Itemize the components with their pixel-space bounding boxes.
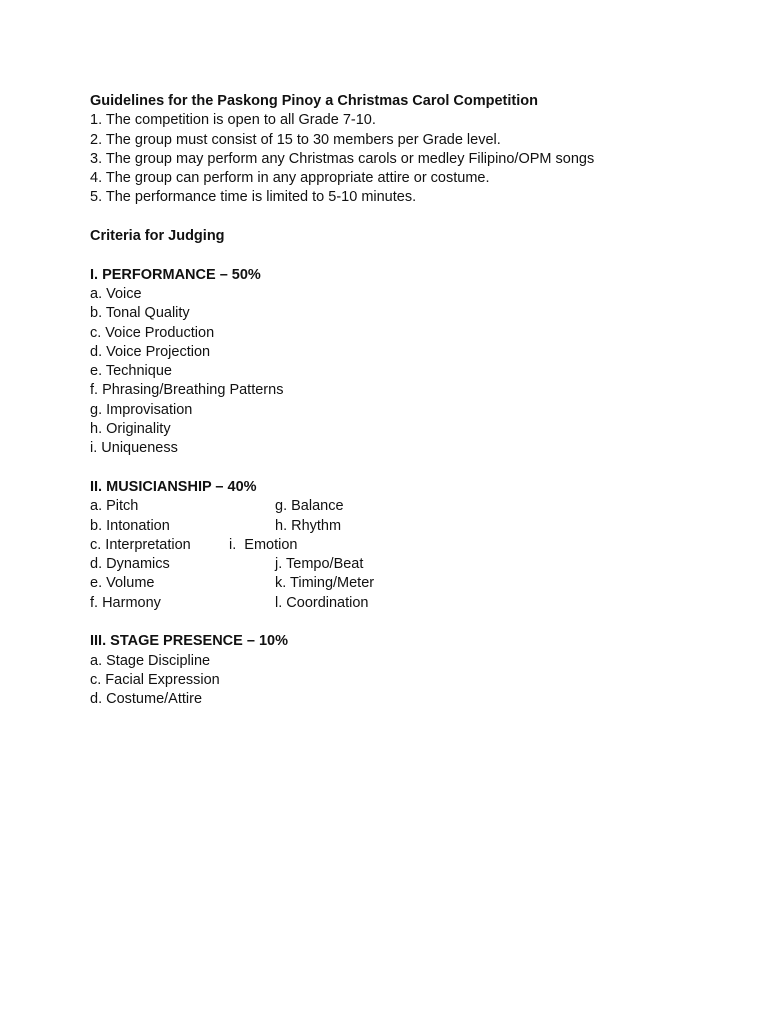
- musicianship-item: f. Harmony: [90, 594, 161, 611]
- musicianship-row: [90, 574, 730, 593]
- musicianship-item: d. Dynamics: [90, 556, 170, 573]
- spacer: [90, 613, 730, 632]
- stage-presence-item: d. Costume/Attire: [90, 691, 203, 708]
- stage-presence-item: a. Stage Discipline: [90, 652, 211, 669]
- spacer: [90, 459, 730, 478]
- musicianship-row: [90, 594, 730, 613]
- performance-item: e. Technique: [90, 363, 172, 380]
- guideline-item: 1. The competition is open to all Grade 7-10.: [90, 112, 376, 129]
- musicianship-item: b. Intonation: [90, 517, 170, 534]
- musicianship-row: [90, 497, 730, 516]
- performance-item: d. Voice Projection: [90, 343, 211, 360]
- performance-item: f. Phrasing/Breathing Patterns: [90, 382, 284, 399]
- performance-item: c. Voice Production: [90, 324, 215, 341]
- guideline-item: 2. The group must consist of 15 to 30 members per Grade level.: [90, 131, 501, 148]
- performance-item: b. Tonal Quality: [90, 305, 190, 322]
- performance-heading: I. PERFORMANCE – 50%: [90, 266, 261, 283]
- guideline-item: 3. The group may perform any Christmas carols or medley Filipino/OPM songs: [90, 150, 595, 167]
- musicianship-row: [90, 536, 730, 555]
- musicianship-item: h. Rhythm: [275, 517, 342, 534]
- musicianship-item: k. Timing/Meter: [275, 575, 375, 592]
- musicianship-heading: II. MUSICIANSHIP – 40%: [90, 478, 257, 495]
- spacer: [90, 208, 730, 227]
- musicianship-row: [90, 555, 730, 574]
- spacer: [90, 246, 730, 265]
- performance-item: h. Originality: [90, 421, 171, 438]
- stage-presence-heading: III. STAGE PRESENCE – 10%: [90, 633, 288, 650]
- criteria-title: Criteria for Judging: [90, 228, 225, 245]
- musicianship-item: c. Interpretation: [90, 536, 191, 553]
- performance-item: a. Voice: [90, 285, 142, 302]
- performance-item: i. Uniqueness: [90, 440, 178, 457]
- musicianship-item: a. Pitch: [90, 498, 139, 515]
- musicianship-item: j. Tempo/Beat: [275, 556, 364, 573]
- musicianship-row: [90, 517, 730, 536]
- musicianship-item: g. Balance: [275, 498, 344, 515]
- performance-item: g. Improvisation: [90, 401, 193, 418]
- guidelines-title: Guidelines for the Paskong Pinoy a Christmas Carol Competition: [90, 93, 538, 109]
- stage-presence-item: c. Facial Expression: [90, 671, 220, 688]
- musicianship-item: l. Coordination: [275, 594, 369, 611]
- guideline-item: 4. The group can perform in any appropriate attire or costume.: [90, 170, 490, 187]
- document-body: [90, 92, 730, 710]
- guideline-item: 5. The performance time is limited to 5-10 minutes.: [90, 189, 417, 206]
- musicianship-item: i. Emotion: [229, 536, 298, 553]
- musicianship-item: e. Volume: [90, 575, 155, 592]
